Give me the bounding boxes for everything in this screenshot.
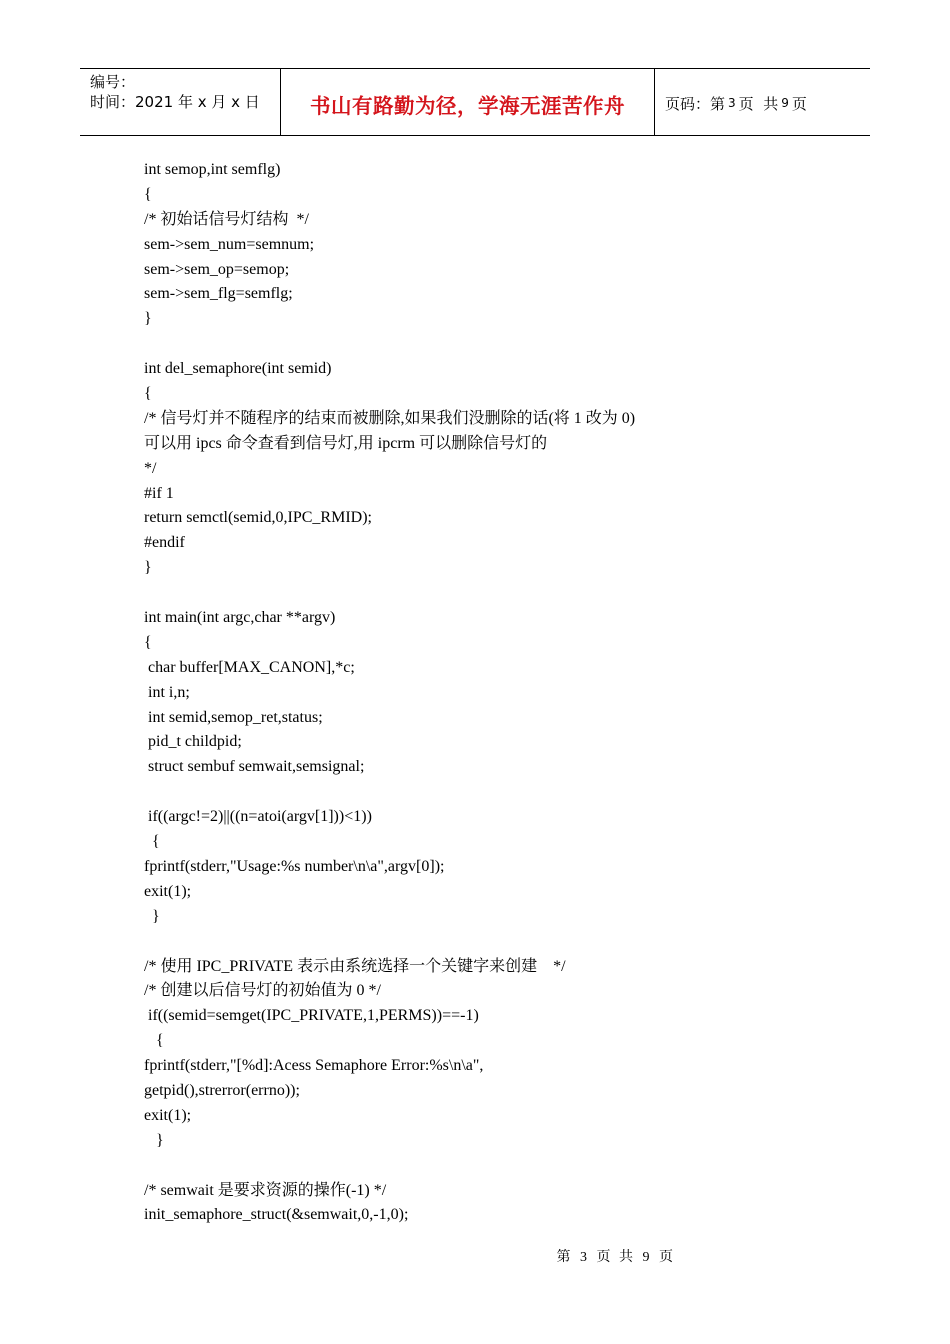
footer-mid: 页 共 xyxy=(596,1250,634,1265)
code-line: /* semwait 是要求资源的操作(-1) */ xyxy=(144,1181,387,1199)
code-line xyxy=(144,930,864,955)
page-header xyxy=(80,68,870,136)
code-line xyxy=(144,332,864,357)
code-line: init_semaphore_struct(&semwait,0,-1,0); xyxy=(144,1206,409,1224)
code-line: fprintf(stderr,"[%d]:Acess Semaphore Error:%s\n\a", xyxy=(144,1057,484,1075)
page-footer xyxy=(0,1246,950,1266)
code-line: sem->sem_op=semop; xyxy=(144,260,290,278)
code-line: } xyxy=(144,907,160,925)
code-line xyxy=(144,581,864,606)
header-page-suffix: 页 xyxy=(791,94,807,113)
code-line: if((semid=semget(IPC_PRIVATE,1,PERMS))==-1) xyxy=(144,1007,479,1025)
footer-suffix: 页 xyxy=(659,1250,674,1265)
code-line: { xyxy=(144,1032,164,1050)
code-line: fprintf(stderr,"Usage:%s number\n\a",argv[0]); xyxy=(144,857,445,875)
code-line: char buffer[MAX_CANON],*c; xyxy=(144,658,355,676)
document-time-label: 时间：2021 年 x 月 x 日 xyxy=(90,93,260,111)
code-line: { xyxy=(144,833,160,851)
code-line: getpid(),strerror(errno)); xyxy=(144,1081,300,1099)
code-line: } xyxy=(144,310,152,328)
code-line: int main(int argc,char **argv) xyxy=(144,609,336,627)
code-line: int semid,semop_ret,status; xyxy=(144,708,323,726)
code-line: exit(1); xyxy=(144,882,192,900)
header-page-total: 9 xyxy=(781,96,789,110)
code-line: 可以用 ipcs 命令查看到信号灯,用 ipcrm 可以删除信号灯的 xyxy=(144,434,548,452)
document-number-label: 编号： xyxy=(90,73,136,91)
code-line: int semop,int semflg) xyxy=(144,161,281,178)
header-page-mid: 页 共 xyxy=(738,94,779,113)
code-listing xyxy=(144,158,864,1228)
code-line: return semctl(semid,0,IPC_RMID); xyxy=(144,509,372,527)
code-line: struct sembuf semwait,semsignal; xyxy=(144,758,365,776)
code-line: int del_semaphore(int semid) xyxy=(144,360,332,378)
code-line: /* 信号灯并不随程序的结束而被删除,如果我们没删除的话(将 1 改为 0) xyxy=(144,409,636,427)
code-line: /* 初始话信号灯结构 */ xyxy=(144,210,309,228)
code-line: exit(1); xyxy=(144,1106,192,1124)
footer-page-total: 9 xyxy=(642,1250,650,1265)
code-line: pid_t childpid; xyxy=(144,733,242,751)
code-line: { xyxy=(144,185,152,203)
code-line: } xyxy=(144,559,152,577)
code-line: { xyxy=(144,385,152,403)
code-line xyxy=(144,1154,864,1179)
header-motto: 书山有路勤为径，学海无涯苦作舟 xyxy=(310,94,625,118)
header-page-current: 3 xyxy=(728,96,736,110)
header-motto-cell xyxy=(281,69,655,135)
header-meta-cell xyxy=(80,69,281,135)
code-line: */ xyxy=(144,459,157,477)
code-line xyxy=(144,780,864,805)
header-page-cell xyxy=(655,69,870,135)
code-line: int i,n; xyxy=(144,683,190,701)
footer-prefix: 第 xyxy=(556,1250,571,1265)
code-line: #endif xyxy=(144,534,185,552)
code-line: sem->sem_num=semnum; xyxy=(144,235,315,253)
footer-page-current: 3 xyxy=(580,1250,588,1265)
code-line: /* 使用 IPC_PRIVATE 表示由系统选择一个关键字来创建 */ xyxy=(144,957,566,975)
code-line: if((argc!=2)||((n=atoi(argv[1]))<1)) xyxy=(144,808,372,826)
code-line: } xyxy=(144,1131,164,1149)
code-line: /* 创建以后信号灯的初始值为 0 */ xyxy=(144,982,381,1000)
code-line: { xyxy=(144,633,152,651)
code-line: #if 1 xyxy=(144,484,174,502)
header-page-prefix: 页码：第 xyxy=(665,94,726,113)
code-line: sem->sem_flg=semflg; xyxy=(144,285,293,303)
